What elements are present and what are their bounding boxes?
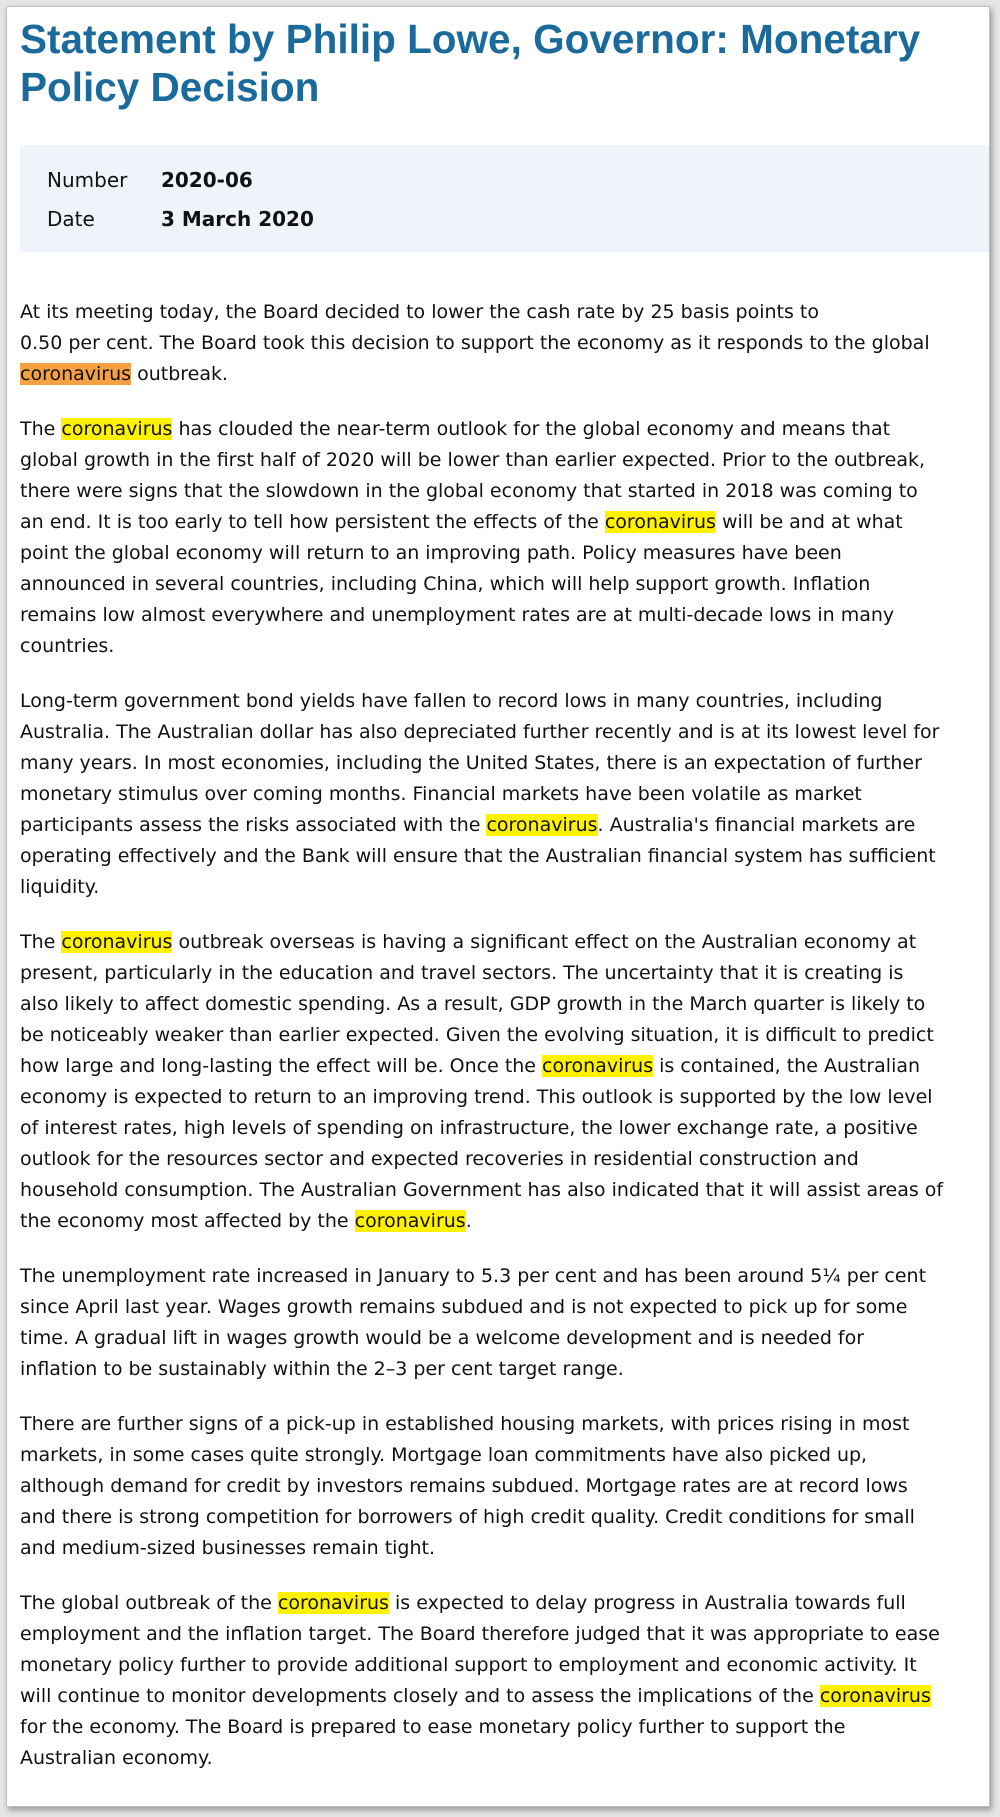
text-run: countries. <box>20 635 115 657</box>
text-run: outbreak overseas is having a significant effect on the Australian economy at <box>172 931 917 953</box>
text-run: outbreak. <box>131 363 229 385</box>
text-run: although demand for credit by investors remains subdued. Mortgage rates are at record lows <box>20 1475 908 1497</box>
text-run: liquidity. <box>20 876 100 898</box>
text-line <box>20 1144 976 1175</box>
text-run: The global outbreak of the <box>20 1592 278 1614</box>
text-line <box>20 1650 976 1681</box>
text-line <box>20 810 976 841</box>
text-line <box>20 507 976 538</box>
text-line <box>20 1113 976 1144</box>
text-line <box>20 717 976 748</box>
text-line <box>20 1020 976 1051</box>
paragraph-4 <box>20 927 976 1237</box>
text-line <box>20 927 976 958</box>
text-line <box>20 538 976 569</box>
text-run: point the global economy will return to an improving path. Policy measures have been <box>20 542 842 564</box>
page-title-line-2: Policy Decision <box>20 64 320 110</box>
number-value: 2020-06 <box>161 168 253 192</box>
text-line <box>20 569 976 600</box>
statement-body <box>20 297 976 1798</box>
text-run: economy is expected to return to an improving trend. This outlook is supported by the low level <box>20 1086 933 1108</box>
text-line <box>20 748 976 779</box>
text-run: of interest rates, high levels of spending on infrastructure, the lower exchange rate, a positive <box>20 1117 918 1139</box>
text-run: 0.50 per cent. The Board took this decision to support the economy as it responds to the global <box>20 332 930 354</box>
document-page <box>6 6 990 1807</box>
text-run: Australian economy. <box>20 1747 213 1769</box>
metadata-box <box>20 145 990 252</box>
text-run: global growth in the first half of 2020 will be lower than earlier expected. Prior to the outbreak, <box>20 449 926 471</box>
paragraph-5 <box>20 1261 976 1385</box>
text-run: outlook for the resources sector and expected recoveries in residential construction and <box>20 1148 859 1170</box>
text-line <box>20 1175 976 1206</box>
text-run: and there is strong competition for borrowers of high credit quality. Credit conditions for small <box>20 1506 915 1528</box>
text-run: will continue to monitor developments closely and to assess the implications of the <box>20 1685 820 1707</box>
text-line <box>20 958 976 989</box>
text-run: employment and the inflation target. The Board therefore judged that it was appropriate to ease <box>20 1623 940 1645</box>
text-run: monetary policy further to provide additional support to employment and economic activity. It <box>20 1654 917 1676</box>
text-run: markets, in some cases quite strongly. Mortgage loan commitments have also picked up, <box>20 1444 868 1466</box>
text-run: inflation to be sustainably within the 2–3 per cent target range. <box>20 1358 624 1380</box>
paragraph-7 <box>20 1588 976 1774</box>
search-highlight: coronavirus <box>604 511 716 533</box>
text-line <box>20 1681 976 1712</box>
search-highlight: coronavirus <box>486 814 598 836</box>
text-run: has clouded the near-term outlook for the global economy and means that <box>172 418 891 440</box>
search-highlight: coronavirus <box>354 1210 466 1232</box>
text-line <box>20 1619 976 1650</box>
text-line <box>20 631 976 662</box>
text-run: the economy most affected by the <box>20 1210 355 1232</box>
text-line <box>20 1082 976 1113</box>
text-line <box>20 1323 976 1354</box>
text-line <box>20 1354 976 1385</box>
text-run: an end. It is too early to tell how persistent the effects of the <box>20 511 605 533</box>
text-line <box>20 686 976 717</box>
date-value: 3 March 2020 <box>161 207 314 231</box>
text-run: Australia. The Australian dollar has also depreciated further recently and is at its lowest level for <box>20 721 940 743</box>
text-line <box>20 989 976 1020</box>
text-line <box>20 1206 976 1237</box>
text-run: also likely to affect domestic spending. As a result, GDP growth in the March quarter is likely to <box>20 993 926 1015</box>
search-highlight: coronavirus <box>61 931 173 953</box>
text-run: how large and long-lasting the effect will be. Once the <box>20 1055 543 1077</box>
text-run: present, particularly in the education and travel sectors. The uncertainty that it is creating is <box>20 962 904 984</box>
text-line <box>20 1409 976 1440</box>
text-run: The <box>20 931 62 953</box>
text-line <box>20 445 976 476</box>
text-run: participants assess the risks associated with the <box>20 814 487 836</box>
text-run: is contained, the Australian <box>653 1055 921 1077</box>
text-line <box>20 1261 976 1292</box>
text-run: there were signs that the slowdown in the global economy that started in 2018 was coming to <box>20 480 918 502</box>
text-run: household consumption. The Australian Government has also indicated that it will assist areas of <box>20 1179 944 1201</box>
text-run: time. A gradual lift in wages growth would be a welcome development and is needed for <box>20 1327 865 1349</box>
page-title-line-1: Statement by Philip Lowe, Governor: Monetary <box>20 16 921 62</box>
page-title <box>20 15 990 111</box>
text-run: At its meeting today, the Board decided to lower the cash rate by 25 basis points to <box>20 301 819 323</box>
text-line <box>20 414 976 445</box>
text-run: . <box>465 1210 472 1232</box>
text-line <box>20 1292 976 1323</box>
text-run: operating effectively and the Bank will ensure that the Australian financial system has sufficient <box>20 845 936 867</box>
text-run: announced in several countries, including China, which will help support growth. Inflation <box>20 573 871 595</box>
text-run: be noticeably weaker than earlier expected. Given the evolving situation, it is difficult to predict <box>20 1024 934 1046</box>
text-line <box>20 328 976 359</box>
search-highlight: coronavirus <box>542 1055 654 1077</box>
text-line <box>20 600 976 631</box>
text-line <box>20 359 976 390</box>
text-run: remains low almost everywhere and unemployment rates are at multi-decade lows in many <box>20 604 895 626</box>
text-line <box>20 1533 976 1564</box>
search-highlight: coronavirus <box>277 1592 389 1614</box>
text-run: for the economy. The Board is prepared to ease monetary policy further to support the <box>20 1716 846 1738</box>
paragraph-3 <box>20 686 976 903</box>
text-line <box>20 1712 976 1743</box>
text-line <box>20 297 976 328</box>
paragraph-6 <box>20 1409 976 1564</box>
text-line <box>20 1743 976 1774</box>
text-line <box>20 841 976 872</box>
text-run: will be and at what <box>715 511 903 533</box>
text-line <box>20 1051 976 1082</box>
text-line <box>20 1588 976 1619</box>
text-run: The unemployment rate increased in January to 5.3 per cent and has been around 5¼ per cent <box>20 1265 927 1287</box>
number-label: Number <box>47 168 128 192</box>
search-highlight: coronavirus <box>819 1685 931 1707</box>
text-line <box>20 872 976 903</box>
text-run: The <box>20 418 62 440</box>
text-run: is expected to delay progress in Australia towards full <box>388 1592 906 1614</box>
text-run: and medium-sized businesses remain tight. <box>20 1537 436 1559</box>
text-run: monetary stimulus over coming months. Financial markets have been volatile as market <box>20 783 862 805</box>
paragraph-2 <box>20 414 976 662</box>
text-run: There are further signs of a pick-up in established housing markets, with prices rising in most <box>20 1413 910 1435</box>
text-run: since April last year. Wages growth remains subdued and is not expected to pick up for some <box>20 1296 908 1318</box>
text-line <box>20 476 976 507</box>
text-run: many years. In most economies, including the United States, there is an expectation of further <box>20 752 922 774</box>
search-highlight: coronavirus <box>61 418 173 440</box>
text-run: . Australia's financial markets are <box>597 814 916 836</box>
date-label: Date <box>47 207 95 231</box>
text-run: Long-term government bond yields have fallen to record lows in many countries, including <box>20 690 883 712</box>
text-line <box>20 1502 976 1533</box>
text-line <box>20 779 976 810</box>
search-highlight-current: coronavirus <box>20 363 132 385</box>
text-line <box>20 1471 976 1502</box>
paragraph-1 <box>20 297 976 390</box>
text-line <box>20 1440 976 1471</box>
